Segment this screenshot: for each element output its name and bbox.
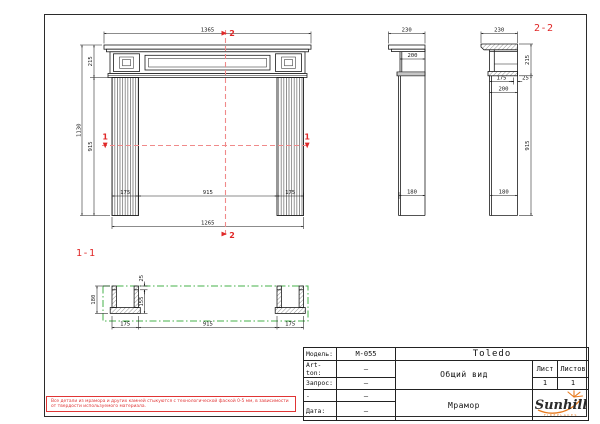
material-note: Все детали из мрамора и других камней стыкуются с технологической фаской 0-5 мм, в зависимости от твердости используемого материала. <box>46 396 296 412</box>
section-marker-2-top: 2 <box>229 29 235 39</box>
material-value: Мрамор <box>396 390 533 421</box>
date-value: – <box>337 402 396 421</box>
dim-11-wall: 25 <box>139 274 146 282</box>
sheets-value: 1 <box>558 377 589 390</box>
dim-leg-left: 175 <box>120 189 131 196</box>
zapros-value: – <box>337 377 396 390</box>
dim-side-depth: 230 <box>401 27 412 34</box>
sheet-label: Лист <box>533 360 558 377</box>
view-title: Общий вид <box>396 360 533 390</box>
dim-22-175: 175 <box>496 75 507 82</box>
dim-frieze-height: 215 <box>88 56 95 67</box>
dim-11-opening: 915 <box>202 321 213 328</box>
dim-width-bottom: 1265 <box>201 220 215 227</box>
section-marker-1-left: 1 <box>102 132 108 142</box>
dim-22-25: 25 <box>522 75 529 82</box>
dim-22-frieze: 215 <box>525 54 532 65</box>
dim-22-200: 200 <box>498 86 509 93</box>
side-view-dimensions <box>389 27 426 199</box>
dim-side-shelf-inner: 200 <box>407 53 418 59</box>
zapros-label: Запрос: <box>304 377 337 390</box>
dim-leg-right: 175 <box>285 189 296 196</box>
artton-label: Art-ton: <box>304 360 337 377</box>
dim-leg-height: 915 <box>88 141 95 152</box>
dash-label: - <box>304 390 337 402</box>
dim-11-leg-left: 175 <box>120 321 131 328</box>
model-label: Модель: <box>304 348 337 361</box>
company-logo <box>533 390 589 421</box>
logo-name: Sunhill <box>534 398 587 413</box>
sheet-value: 1 <box>533 377 558 390</box>
dim-opening: 915 <box>202 189 213 196</box>
artton-value: – <box>337 360 396 377</box>
dash-value: – <box>337 390 396 402</box>
section-marker-1-right: 1 <box>304 132 310 142</box>
dim-22-base: 180 <box>498 189 509 196</box>
dim-width-top: 1365 <box>200 27 215 34</box>
dim-11-depth: 180 <box>91 294 98 305</box>
date-label: Дата: <box>304 402 337 421</box>
title-block <box>303 347 588 417</box>
logo-subtitle: FIREPLACES <box>543 413 578 417</box>
sheets-label: Листов <box>558 360 589 377</box>
section-1-1-view <box>76 248 308 321</box>
dim-22-leg-height: 915 <box>525 140 532 151</box>
section-marker-2-bottom: 2 <box>229 230 235 240</box>
dim-total-height: 1130 <box>76 123 83 138</box>
section-2-2-label: 2-2 <box>534 23 554 34</box>
section-1-1-label: 1-1 <box>76 248 96 259</box>
dim-22-depth: 230 <box>494 27 505 34</box>
dim-11-inner: 155 <box>139 296 146 307</box>
model-value: M-055 <box>337 348 396 361</box>
dim-side-base: 180 <box>406 189 418 196</box>
model-name: Toledo <box>396 348 589 361</box>
sunhill-logo-icon <box>534 390 588 418</box>
dim-11-leg-right: 175 <box>285 321 296 328</box>
